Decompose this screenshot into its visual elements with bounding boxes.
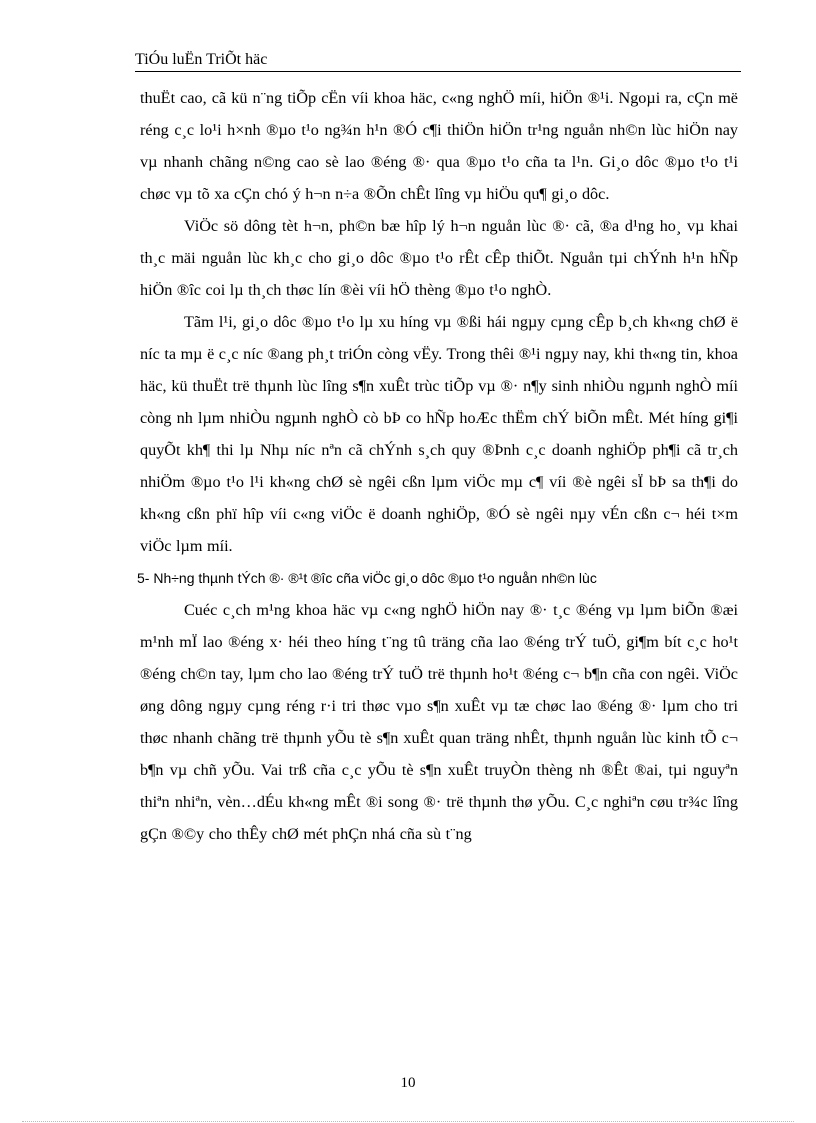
footer-divider [22,1121,794,1122]
page-header: TiÓu luËn TriÕt häc [135,51,268,68]
header-rule [135,71,741,72]
section-paragraph: Cuéc c¸ch m¹ng khoa häc vµ c«ng nghÖ hiÖn nay ®· t¸c ®éng vµ lµm biÕn ®æi m¹nh mÏ lao ®éng x· héi theo híng t¨ng tû träng cña lao ®éng trÝ tuÖ, gi¶m bít c¸c ho¹t ®éng ch©n tay, lµm cho lao ®éng trÝ tuÖ trë thµnh ho¹t ®éng c¬ b¶n cña con ngêi. ViÖc øng dông ngµy cµng réng r·i tri thøc vµo s¶n xuÊt vµ tæ chøc lao ®éng ®· lµm cho tri thøc nhanh chãng trë thµnh yÕu tè s¶n xuÊt quan träng nhÊt, thµnh nguån lùc kinh tÕ c¬ b¶n vµ chñ yÕu. Vai trß cña c¸c yÕu tè s¶n xuÊt truyÒn thèng nh ®Êt ®ai, tµi nguyªn thiªn nhiªn, vèn…dÉu kh«ng mÊt ®i song ®· trë thµnh thø yÕu. C¸c nghiªn cøu tr¾c lîng gÇn ®©y cho thÊy chØ mét phÇn nhá cña sù t¨ng [140,601,738,843]
paragraph-1: thuËt cao, cã kü n¨ng tiÕp cËn víi khoa häc, c«ng nghÖ míi, hiÖn ®¹i. Ngoµi ra, cÇn më réng c¸c lo¹i h×nh ®µo t¹o ng¾n h¹n ®Ó c¶i thiÖn hiÖn tr¹ng nguån nh©n lùc hiÖn nay vµ nhanh chãng n©ng cao sè lao ®éng ®· qua ®µo t¹o cña ta l¹n. Gi¸o dôc ®µo t¹o t¹i chøc vµ tõ xa cÇn chó ý h¬n n÷a ®Õn chÊt lîng vµ hiÖu qu¶ gi¸o dôc. [140,89,738,203]
page-number: 10 [400,1075,416,1091]
section-heading: 5- Nh÷ng thµnh tÝch ®· ®¹t ®îc cña viÖc gi¸o dôc ®µo t¹o nguån nh©n lùc [137,570,597,586]
paragraph-3: Tãm l¹i, gi¸o dôc ®µo t¹o lµ xu híng vµ ®ßi hái ngµy cµng cÊp b¸ch kh«ng chØ ë níc ta mµ ë c¸c níc ®ang ph¸t triÓn còng vËy. Trong thêi ®¹i ngµy nay, khi th«ng tin, khoa häc, kü thuËt trë thµnh lùc lîng s¶n xuÊt trùc tiÕp vµ ®· n¶y sinh nhiÒu ngµnh nghÒ míi còng nh lµm nhiÒu ngµnh nghÒ cò bÞ co hÑp hoÆc thËm chÝ biÕn mÊt. Mét híng gi¶i quyÕt kh¶ thi lµ Nhµ níc nªn cã chÝnh s¸ch quy ®Þnh c¸c doanh nghiÖp ph¶i cã tr¸ch nhiÖm ®µo t¹o l¹i kh«ng chØ sè ngêi cßn lµm viÖc mµ c¶ víi ®è ngêi sÏ bÞ sa th¶i do kh«ng cßn phï hîp víi c«ng viÖc ë doanh nghiÖp, ®Ó sè ngêi nµy vÉn cßn c¬ héi t×m viÖc lµm míi. [140,313,738,555]
paragraph-2: ViÖc sö dông tèt h¬n, ph©n bæ hîp lý h¬n nguån lùc ®· cã, ®a d¹ng ho¸ vµ khai th¸c mäi nguån lùc kh¸c cho gi¸o dôc ®µo t¹o rÊt cÊp thiÕt. Nguån tµi chÝnh h¹n hÑp hiÖn ®îc coi lµ th¸ch thøc lín ®èi víi hÖ thèng ®µo t¹o nghÒ. [140,217,738,299]
document-body [137,82,738,850]
